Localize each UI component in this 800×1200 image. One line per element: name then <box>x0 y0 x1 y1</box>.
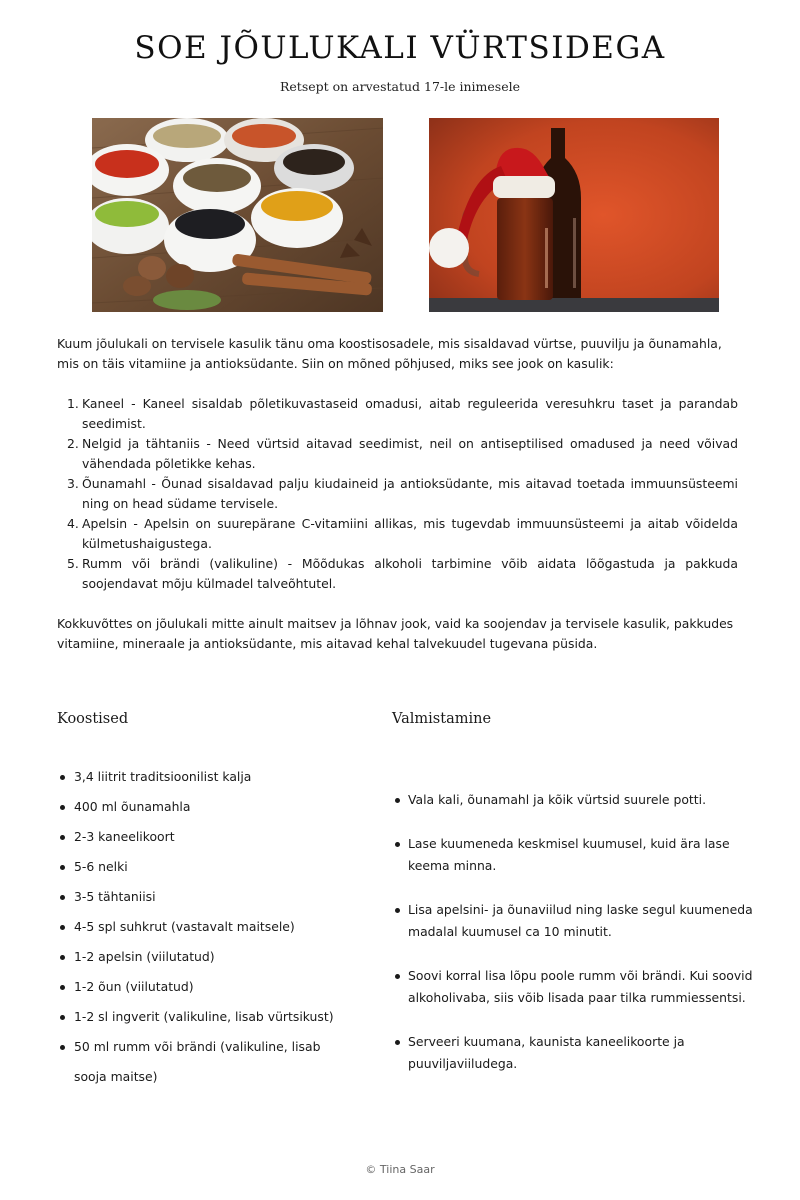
bullet-icon <box>60 895 65 900</box>
method-step <box>392 965 757 1009</box>
ingredient-text: 1-2 sl ingverit (valikuline, lisab vürtsikust) <box>74 1009 334 1024</box>
ingredient-item <box>57 1032 357 1092</box>
bullet-icon <box>60 985 65 990</box>
method-step-text: Lase kuumeneda keskmisel kuumusel, kuid ära lase keema minna. <box>408 836 730 873</box>
method-heading: Valmistamine <box>392 711 492 727</box>
benefit-number: 2. <box>67 436 79 451</box>
conclusion-paragraph: Kokkuvõttes on jõulukali mitte ainult maitsev ja lõhnav jook, vaid ka soojendav ja tervisele kasulik, pakkudes vitamiine, mineraale ja antioksüdante, mis aitavad kehal talvekuudel tugevana püsida. <box>57 616 734 651</box>
ingredient-text: 1-2 apelsin (viilutatud) <box>74 949 215 964</box>
bullet-icon <box>395 798 400 803</box>
ingredients-list <box>57 762 357 1092</box>
ingredient-item <box>57 972 357 1002</box>
bullet-icon <box>60 1015 65 1020</box>
spice-bowls-image <box>92 118 383 312</box>
ingredient-text: 5-6 nelki <box>74 859 128 874</box>
bullet-icon <box>60 925 65 930</box>
ingredient-item <box>57 942 357 972</box>
ingredient-text: 4-5 spl suhkrut (vastavalt maitsele) <box>74 919 295 934</box>
benefit-number: 4. <box>67 516 79 531</box>
bullet-icon <box>395 908 400 913</box>
method-list <box>392 789 757 1097</box>
method-step-text: Vala kali, õunamahl ja kõik vürtsid suurele potti. <box>408 792 707 807</box>
ingredient-item <box>57 762 357 792</box>
benefit-text: Nelgid ja tähtaniis - Need vürtsid aitavad seedimist, neil on antiseptilised omadused ja need võivad vähendada põletikke kehas. <box>82 436 738 471</box>
spices-photo <box>92 118 383 312</box>
bullet-icon <box>60 775 65 780</box>
benefit-text: Apelsin - Apelsin on suurepärane C-vitamiini allikas, mis tugevdab immuunsüsteemi ja aitab võidelda külmetushaigustega. <box>82 516 738 551</box>
bullet-icon <box>60 955 65 960</box>
benefit-number: 1. <box>67 396 79 411</box>
method-step <box>392 899 757 943</box>
ingredient-item <box>57 822 357 852</box>
benefit-text: Rumm või brändi (valikuline) - Mõõdukas alkoholi tarbimine võib aidata lõõgastuda ja pakkuda soojendavat mõju külmadel talveõhtutel. <box>82 556 738 591</box>
method-step <box>392 789 757 811</box>
ingredient-text: 1-2 õun (viilutatud) <box>74 979 194 994</box>
kvass-photo <box>429 118 719 312</box>
bullet-icon <box>60 805 65 810</box>
benefit-number: 5. <box>67 556 79 571</box>
benefit-item <box>57 434 738 474</box>
method-step-text: Serveeri kuumana, kaunista kaneelikoorte ja puuviljaviiludega. <box>408 1034 685 1071</box>
ingredient-text: 50 ml rumm või brändi (valikuline, lisab sooja maitse) <box>74 1039 321 1084</box>
servings-subtitle: Retsept on arvestatud 17-le inimesele <box>279 79 521 94</box>
method-step-text: Lisa apelsini- ja õunaviilud ning laske segul kuumeneda madalal kuumusel ca 10 minutit. <box>408 902 753 939</box>
bullet-icon <box>60 1045 65 1050</box>
benefit-text: Kaneel - Kaneel sisaldab põletikuvastaseid omadusi, aitab reguleerida veresuhkru taset ja parandab seedimist. <box>82 396 738 431</box>
ingredient-item <box>57 1002 357 1032</box>
method-step-text: Soovi korral lisa lõpu poole rumm või brändi. Kui soovid alkoholivaba, siis võib lisada paar tilka rummiessentsi. <box>408 968 753 1005</box>
benefit-item <box>57 474 738 514</box>
method-step <box>392 833 757 877</box>
bullet-icon <box>60 835 65 840</box>
benefit-item <box>57 514 738 554</box>
bullet-icon <box>395 1040 400 1045</box>
bullet-icon <box>395 842 400 847</box>
ingredient-text: 3,4 liitrit traditsioonilist kalja <box>74 769 252 784</box>
copyright-footer: © Tiina Saar <box>365 1163 435 1176</box>
ingredient-item <box>57 882 357 912</box>
ingredient-text: 400 ml õunamahla <box>74 799 191 814</box>
benefit-item <box>57 394 738 434</box>
ingredient-item <box>57 852 357 882</box>
benefit-item <box>57 554 738 594</box>
ingredient-text: 2-3 kaneelikoort <box>74 829 175 844</box>
bullet-icon <box>395 974 400 979</box>
intro-paragraph: Kuum jõulukali on tervisele kasulik tänu oma koostisosadele, mis sisaldavad vürtse, puuvilju ja õunamahla, mis on täis vitamiine ja antioksüdante. Siin on mõned põhjused, miks see jook on kasulik: <box>57 336 722 371</box>
benefit-text: Õunamahl - Õunad sisaldavad palju kiudaineid ja antioksüdante, mis aitavad toetada immuunsüsteemi ning on head südame tervisele. <box>82 476 738 511</box>
ingredient-item <box>57 792 357 822</box>
benefits-list <box>57 394 738 594</box>
ingredient-text: 3-5 tähtaniisi <box>74 889 156 904</box>
bullet-icon <box>60 865 65 870</box>
benefit-number: 3. <box>67 476 79 491</box>
ingredients-heading: Koostised <box>57 711 129 727</box>
mug-with-santa-hat-image <box>429 118 719 312</box>
page-title: SOE JÕULUKALI VÜRTSIDEGA <box>134 30 666 66</box>
method-step <box>392 1031 757 1075</box>
ingredient-item <box>57 912 357 942</box>
